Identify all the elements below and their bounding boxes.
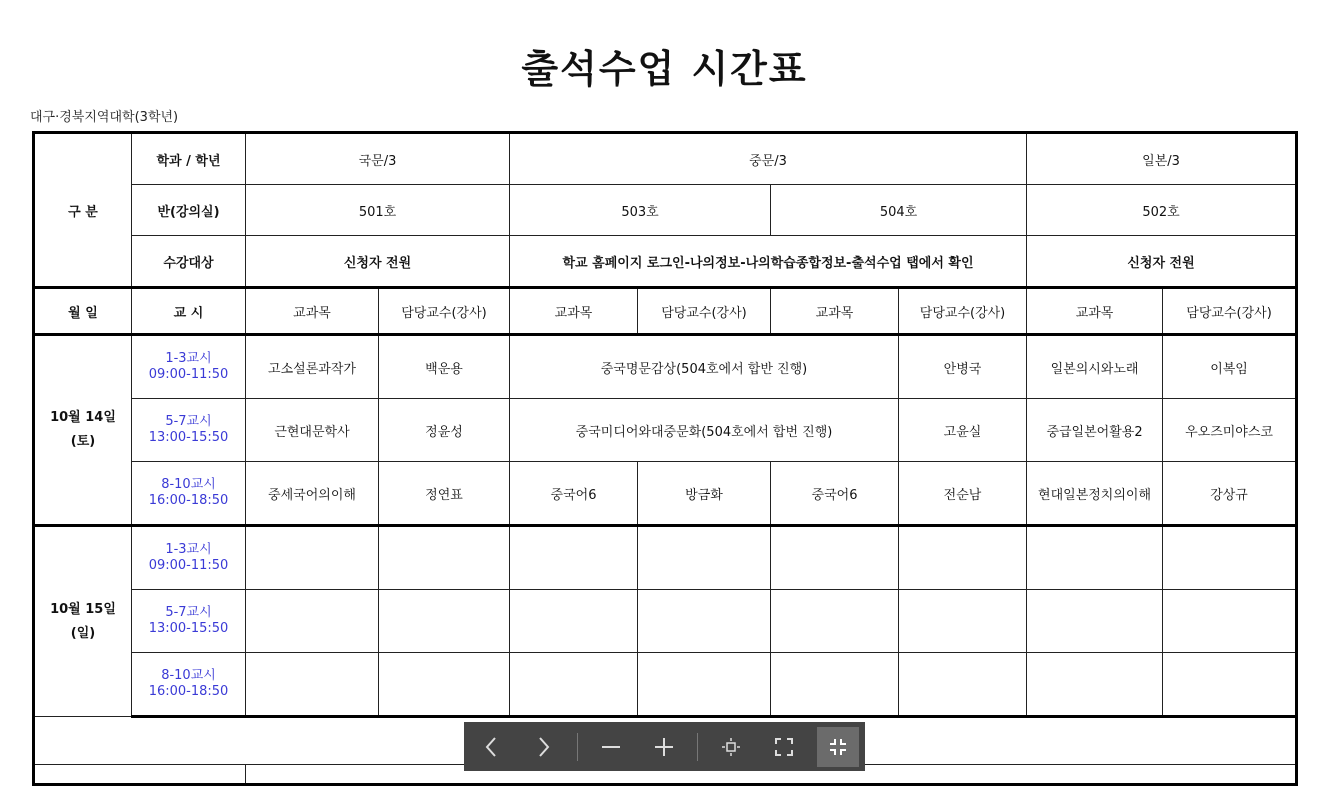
period-cell [132,462,246,526]
table-cell [510,590,638,653]
table-cell [510,653,638,717]
room-chn-b: 504호 [771,185,1027,236]
period-cell [132,399,246,462]
table-cell [379,526,510,590]
table-cell [1163,653,1297,717]
viewer-toolbar [464,722,865,771]
timetable [32,131,1298,786]
table-cell: 강상규 [1163,462,1297,526]
divider [577,733,578,761]
table-cell: 중국미디어와대중문화(504호에서 합번 진행) [510,399,899,462]
subject-header: 교과목 [771,288,899,335]
room-jpn: 502호 [1027,185,1297,236]
room-kor: 501호 [246,185,510,236]
table-cell [379,590,510,653]
room-chn-a: 503호 [510,185,771,236]
table-cell: 우오즈미야스코 [1163,399,1297,462]
table-cell: 백운용 [379,335,510,399]
document-subtitle: 대구·경북지역대학(3학년) [30,110,179,125]
table-cell: 현대일본정치의이해 [1027,462,1163,526]
dept-chn: 중문/3 [510,133,1027,185]
date-cell [34,526,132,717]
table-cell: 정연표 [379,462,510,526]
date-label: 10월 14일 [50,410,116,425]
next-page-icon[interactable] [523,727,565,767]
table-cell: 방금화 [638,462,771,526]
table-cell: 중세국어의이해 [246,462,379,526]
table-cell [246,590,379,653]
period-time: 16:00-18:50 [148,493,229,508]
table-cell: 중국어6 [771,462,899,526]
period-cell [132,590,246,653]
document-title: 출석수업 시간표 [521,47,808,91]
table-cell [899,653,1027,717]
table-cell: 안병국 [899,335,1027,399]
table-cell [34,765,246,785]
zoom-out-icon[interactable] [590,727,632,767]
table-cell: 중국명문감상(504호에서 합반 진행) [510,335,899,399]
period-name: 1-3교시 [165,351,212,366]
period-name: 1-3교시 [165,542,212,557]
zoom-in-icon[interactable] [643,727,685,767]
fit-page-icon[interactable] [710,727,752,767]
period-name: 5-7교시 [165,414,212,429]
date-cell [34,335,132,526]
dept-year-label: 학과 / 학년 [132,133,246,185]
divider [697,733,698,761]
date-label: 10월 15일 [50,601,116,617]
table-cell: 정윤성 [379,399,510,462]
weekday-label: (일) [70,625,96,641]
gubun-cell: 구 분 [34,133,132,288]
table-cell: 전순남 [899,462,1027,526]
table-cell: 고윤실 [899,399,1027,462]
table-cell [510,526,638,590]
table-cell [1027,526,1163,590]
table-cell [246,653,379,717]
period-header: 교 시 [132,288,246,335]
period-time: 09:00-11:50 [148,558,229,573]
period-cell [132,653,246,717]
table-cell [379,653,510,717]
room-label: 반(강의실) [132,185,246,236]
table-cell [771,526,899,590]
period-name: 8-10교시 [161,477,216,492]
subject-header: 교과목 [510,288,638,335]
target-label: 수강대상 [132,236,246,288]
table-cell [771,653,899,717]
table-cell [638,653,771,717]
target-kor: 신청자 전원 [246,236,510,288]
period-time: 16:00-18:50 [148,684,229,699]
professor-header: 담당교수(강사) [379,288,510,335]
period-cell [132,335,246,399]
table-cell: 중국어6 [510,462,638,526]
professor-header: 담당교수(강사) [638,288,771,335]
table-cell [246,526,379,590]
table-cell [771,590,899,653]
month-day-header: 월 일 [34,288,132,335]
table-cell [899,526,1027,590]
prev-page-icon[interactable] [470,727,512,767]
weekday-label: (토) [70,434,96,449]
period-time: 13:00-15:50 [148,430,229,445]
table-cell: 고소설론과작가 [246,335,379,399]
table-cell [638,590,771,653]
subject-header: 교과목 [246,288,379,335]
table-cell [1027,653,1163,717]
exit-fullscreen-icon[interactable] [817,727,859,767]
target-jpn: 신청자 전원 [1027,236,1297,288]
table-cell [1027,590,1163,653]
table-cell [638,526,771,590]
professor-header: 담당교수(강사) [899,288,1027,335]
table-cell: 중급일본어활용2 [1027,399,1163,462]
period-time: 13:00-15:50 [148,621,229,636]
period-name: 5-7교시 [165,605,212,620]
table-cell [1163,590,1297,653]
period-name: 8-10교시 [161,668,216,683]
period-cell [132,526,246,590]
target-chn: 학교 홈페이지 로그인-나의정보-나의학습종합정보-출석수업 탭에서 확인 [510,236,1027,288]
table-cell: 근현대문학사 [246,399,379,462]
dept-kor: 국문/3 [246,133,510,185]
table-cell [1163,526,1297,590]
dept-jpn: 일본/3 [1027,133,1297,185]
professor-header: 담당교수(강사) [1163,288,1297,335]
table-cell: 일본의시와노래 [1027,335,1163,399]
table-cell [899,590,1027,653]
period-time: 09:00-11:50 [148,367,229,382]
subject-header: 교과목 [1027,288,1163,335]
fullscreen-icon[interactable] [763,727,805,767]
table-cell: 이복임 [1163,335,1297,399]
